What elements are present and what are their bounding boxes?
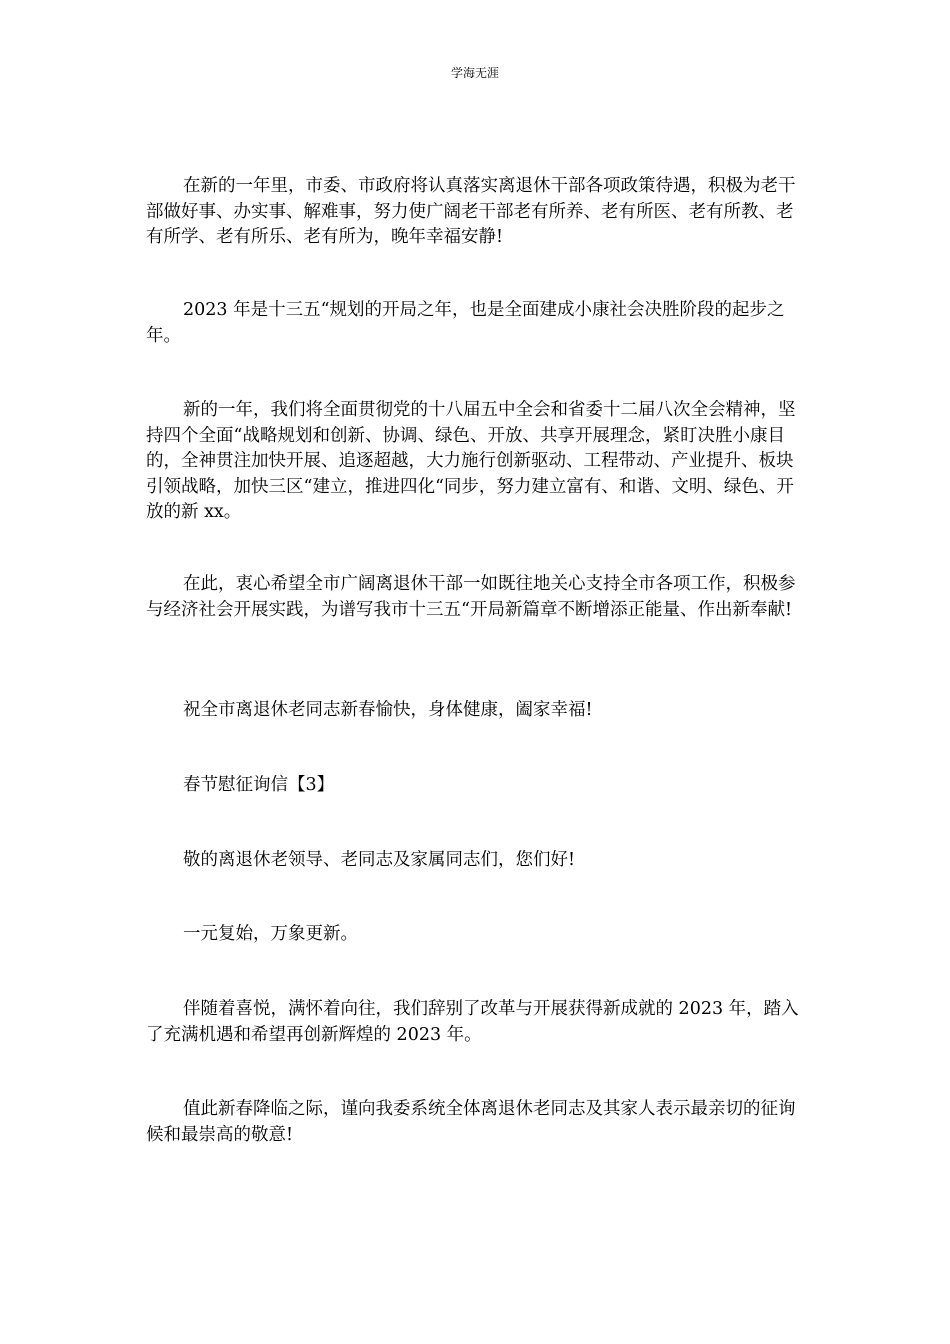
paragraph-4: 在此，衷心希望全市广阔离退休干部一如既往地关心支持全市各项工作，积极参与经济社会开展实践，为谱写我市十三五“开局新篇章不断增添正能量、作出新奉献! [146,574,796,620]
paragraph-9: 值此新春降临之际，谨向我委系统全体离退休老同志及其家人表示最亲切的征询候和最崇高的敬意! [146,1099,796,1145]
section-heading: 春节慰征询信【3】 [183,775,335,795]
paragraph-6: 敬的离退休老领导、老同志及家属同志们，您们好! [183,850,576,870]
paragraph-8: 伴随着喜悦，满怀着向往，我们辞别了改革与开展获得新成就的 2023 年，踏入了充满机遇和希望再创新辉煌的 2023 年。 [146,999,799,1045]
paragraph-7: 一元复始，万象更新。 [183,924,358,944]
paragraph-1: 在新的一年里，市委、市政府将认真落实离退休干部各项政策待遇，积极为老干部做好事、办实事、解难事，努力使广阔老干部老有所养、老有所医、老有所教、老有所学、老有所乐、老有所为，晚年幸福安静! [146,176,796,247]
page-header: 学海无涯 [450,66,499,80]
paragraph-2: 2023 年是十三五“规划的开局之年，也是全面建成小康社会决胜阶段的起步之年。 [146,300,785,346]
paragraph-3: 新的一年，我们将全面贯彻党的十八届五中全会和省委十二届八次全会精神，坚持四个全面“战略规划和创新、协调、绿色、开放、共享开展理念，紧盯决胜小康目的，全神贯注加快开展、追逐超越，大力施行创新驱动、工程带动、产业提升、板块引领战略，加快三区“建立，推进四化“同步，努力建立富有、和谐、文明、绿色、开放的新 xx。 [146,400,796,522]
paragraph-5: 祝全市离退休老同志新春愉快，身体健康，阖家幸福! [183,700,593,720]
